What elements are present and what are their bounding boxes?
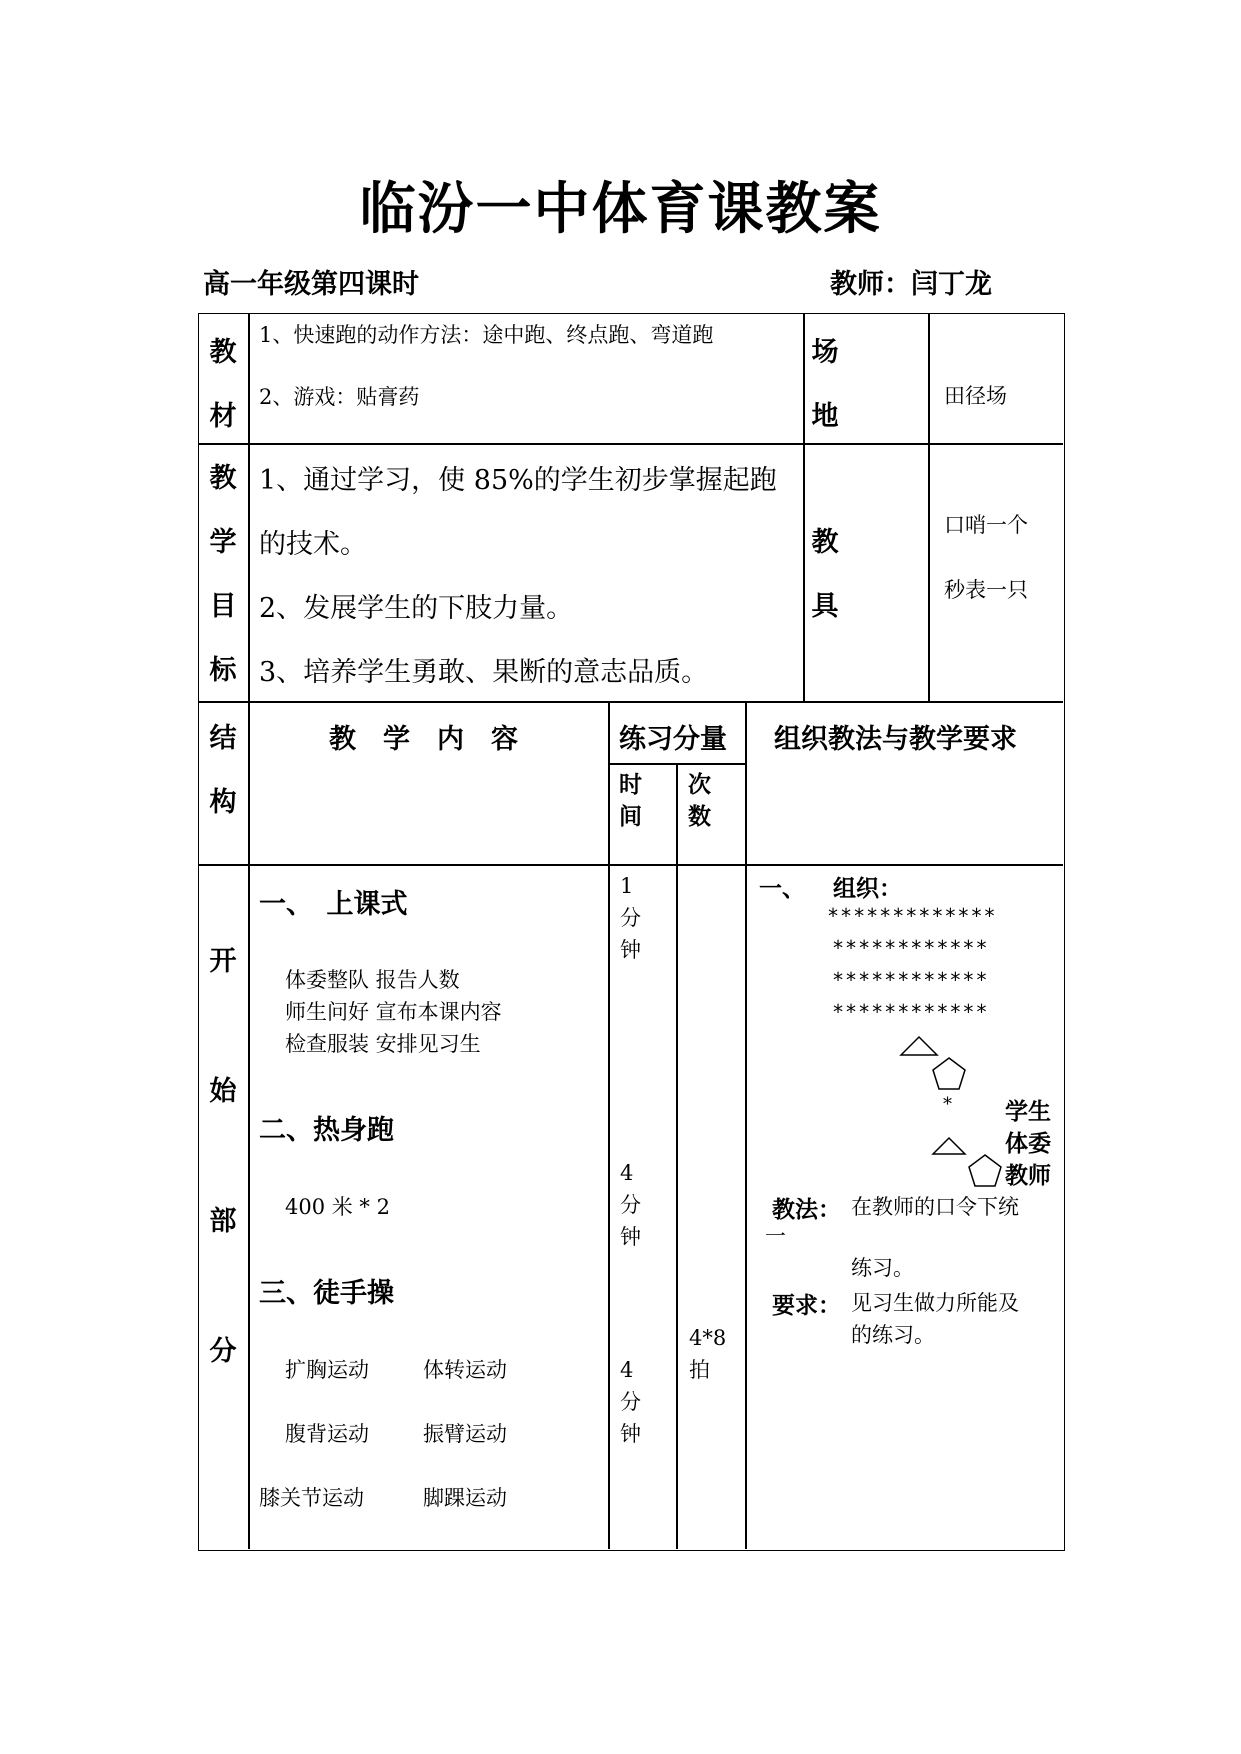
exercise: 扩胸运动	[285, 1358, 369, 1382]
col-divider	[745, 701, 747, 1549]
practice-header: 练习分量	[619, 724, 727, 755]
equipment-1: 口哨一个	[944, 513, 1028, 537]
pentagon-icon	[965, 1152, 1005, 1190]
part1-line: 师生问好 宣布本课内容	[285, 1000, 502, 1024]
col-divider	[676, 763, 678, 1549]
exercise: 振臂运动	[423, 1422, 507, 1446]
method-label: 教法：	[772, 1197, 841, 1223]
formation-row: ************	[832, 1000, 989, 1024]
equipment-2: 秒表一只	[944, 578, 1028, 602]
requirement-text: 的练习。	[851, 1323, 935, 1347]
exercise: 腹背运动	[285, 1422, 369, 1446]
legend-monitor: 体委	[1005, 1131, 1051, 1157]
part1-title: 一、 上课式	[259, 889, 408, 920]
reps-value: 4*8 拍	[689, 1326, 727, 1382]
lesson-plan-table: 教 材 1、快速跑的动作方法：途中跑、终点跑、弯道跑 2、游戏：贴膏药 场 地 田径场 教 学 目 标 1、通过学习，使 85%的学生初步掌握起跑 的技术。 2、发展学生的下肢力量。 3、培养学生勇敢、果断的意志品质。 教 具 口哨一个 秒表一只 结 构 教 学 内 容 练习分量 时 间 次 数 组织教法与教学要求 开 始 部 分 一、 上课式 体委整队 报告人数 师生问好 宣布本课内容 检查服装 安排见习生 二、热身跑 400 米 * 2 三、徒手操 扩胸运动 体转运动 腹背运动 振臂运动 膝关节运动 脚踝运动 1 分 钟 4 分 钟 4 分 钟 4*8 拍 一、 组织： ************* ************ ************ ************ * 学生 体委 教师 教法： 在教师的口令下统 一 练习。 要求： 见习生做力所能及 的练习。	[198, 313, 1065, 1551]
exercise: 膝关节运动	[259, 1486, 364, 1510]
col-divider	[928, 314, 930, 701]
time-header: 时 间	[619, 772, 642, 830]
exercise: 体转运动	[423, 1358, 507, 1382]
method-text: 练习。	[851, 1256, 914, 1280]
org-heading-num: 一、	[759, 876, 805, 902]
row-divider	[199, 864, 1063, 866]
method-text: 一	[765, 1224, 786, 1248]
col-divider	[248, 314, 250, 1549]
material-item-2: 2、游戏：贴膏药	[259, 385, 420, 409]
row-divider	[199, 443, 1063, 445]
pentagon-icon	[929, 1055, 969, 1093]
objective-line-3: 2、发展学生的下肢力量。	[259, 593, 574, 624]
legend-teacher: 教师	[1005, 1163, 1051, 1189]
grade-lesson: 高一年级第四课时	[203, 269, 419, 300]
marker-symbol: *	[943, 1094, 952, 1115]
objective-line-4: 3、培养学生勇敢、果断的意志品质。	[259, 657, 709, 688]
method-text: 在教师的口令下统	[851, 1195, 1019, 1219]
exercise: 脚踝运动	[423, 1486, 507, 1510]
time-1: 1 分 钟	[620, 874, 641, 962]
legend-student: 学生	[1005, 1099, 1051, 1125]
requirement-label: 要求：	[772, 1293, 841, 1319]
requirement-text: 见习生做力所能及	[851, 1291, 1019, 1315]
row-divider	[199, 701, 1063, 703]
time-3: 4 分 钟	[620, 1358, 641, 1446]
formation-row: ************	[832, 968, 989, 992]
teacher-name: 教师：闫丁龙	[830, 269, 992, 300]
part3-title: 三、徒手操	[259, 1278, 394, 1309]
part1-line: 体委整队 报告人数	[285, 968, 460, 992]
formation-row: ************	[832, 936, 989, 960]
content-header: 教 学 内 容	[329, 724, 518, 755]
venue-value: 田径场	[944, 384, 1007, 408]
part1-line: 检查服装 安排见习生	[285, 1032, 481, 1056]
part2-title: 二、热身跑	[259, 1115, 394, 1146]
objective-line-2: 的技术。	[259, 529, 367, 560]
org-header: 组织教法与教学要求	[774, 724, 1017, 755]
col-divider	[608, 701, 610, 1549]
org-heading: 组织：	[833, 876, 902, 902]
page-title: 临汾一中体育课教案	[359, 177, 882, 242]
formation-row: *************	[827, 904, 997, 928]
time-2: 4 分 钟	[620, 1161, 641, 1249]
part2-line: 400 米 * 2	[285, 1195, 390, 1219]
col-divider	[803, 314, 805, 701]
objective-line-1: 1、通过学习，使 85%的学生初步掌握起跑	[259, 465, 777, 496]
reps-header: 次 数	[688, 772, 711, 830]
material-item-1: 1、快速跑的动作方法：途中跑、终点跑、弯道跑	[259, 323, 714, 347]
